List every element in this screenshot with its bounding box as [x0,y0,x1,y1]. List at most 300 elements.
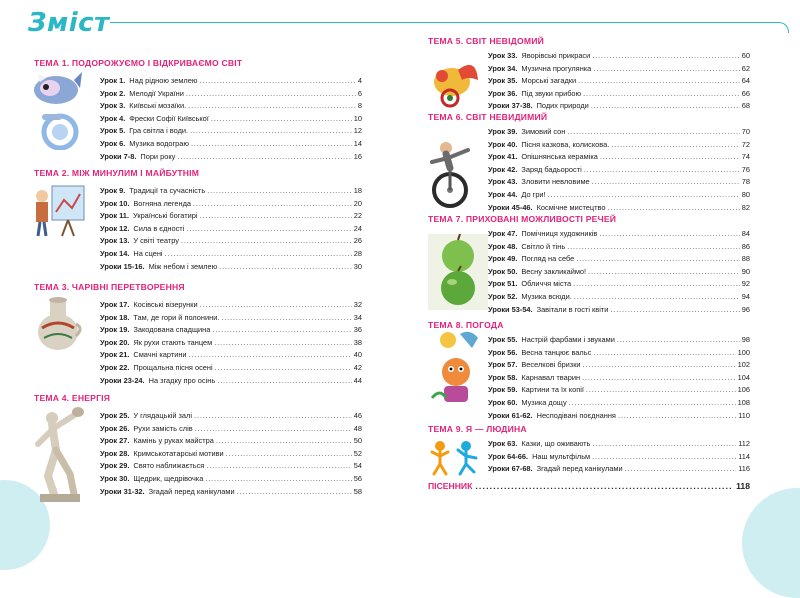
lesson-page-number: 26 [353,236,362,246]
lesson-title: Зловити невловиме [521,177,590,187]
lesson-page-number: 90 [741,266,750,276]
leader-dots [578,75,740,88]
lesson-number: Урок 28. [100,448,130,458]
lesson-row[interactable] [100,486,362,499]
lesson-number: Урок 64-66. [488,451,529,461]
lesson-page-number: 72 [741,139,750,149]
leader-dots [195,423,352,436]
lesson-page-number: 38 [353,337,362,347]
lesson-row[interactable] [100,210,362,223]
lesson-row[interactable] [100,88,362,101]
leader-dots [617,334,740,347]
lesson-title: Пори року [140,151,176,161]
lesson-number: Урок 42. [488,164,518,174]
lesson-number: Урок 48. [488,241,518,251]
lesson-number: Урок 50. [488,266,518,276]
lesson-page-number: 68 [741,101,750,111]
lesson-number: Урок 1. [100,76,126,85]
leader-dots [181,235,352,248]
leader-dots [221,312,351,325]
leader-dots [583,359,736,372]
lesson-page-number: 58 [353,486,362,496]
leader-dots [592,176,740,189]
lesson-number: Урок 59. [488,385,518,395]
lesson-title: Опішнянська кераміка [521,152,598,162]
lesson-title: Кримськотатарські мотиви [133,448,224,458]
lesson-page-number: 6 [357,88,362,98]
lesson-title: Прощальна пісня осені [133,362,213,372]
lesson-number: Урок 27. [100,436,130,446]
lesson-row[interactable] [488,372,750,385]
lesson-number: Урок 39. [488,127,518,136]
theme-title: ТЕМА 9. Я — ЛЮДИНА [428,424,527,434]
leader-dots [625,463,737,476]
leader-dots [618,410,736,423]
lesson-row[interactable] [100,362,362,375]
theme-title: ТЕМА 1. ПОДОРОЖУЄМО І ВІДКРИВАЄМО СВІТ [34,58,243,68]
lesson-list [100,299,362,387]
lesson-row[interactable] [488,304,750,317]
lesson-row[interactable] [100,312,362,325]
lesson-row[interactable] [488,384,750,397]
lesson-number: Уроки 23-24. [100,375,145,385]
leader-dots [186,88,356,101]
lesson-row[interactable] [100,138,362,151]
lesson-number: Урок 14. [100,248,130,258]
lesson-row[interactable] [488,50,750,63]
lesson-title: До гри! [521,189,546,199]
lesson-page-number: 108 [737,397,750,407]
lesson-title: Погляд на себе [521,254,575,264]
lesson-number: Урок 63. [488,439,518,448]
lesson-row[interactable] [100,185,362,198]
lesson-row[interactable] [488,228,750,241]
lesson-title: Подих природи [536,101,589,111]
theme-3 [34,282,362,387]
lesson-row[interactable] [100,324,362,337]
theme-9 [428,424,750,476]
lesson-row[interactable] [488,438,750,451]
lesson-row[interactable] [488,291,750,304]
lesson-page-number: 46 [353,411,362,420]
lesson-row[interactable] [488,463,750,476]
lesson-page-number: 30 [353,261,362,271]
lesson-title: Щедрик, щедрівочка [133,473,204,483]
lesson-number: Урок 52. [488,291,518,301]
lesson-number: Урок 26. [100,423,130,433]
lesson-row[interactable] [100,223,362,236]
theme-title: ТЕМА 3. ЧАРІВНІ ПЕРЕТВОРЕННЯ [34,282,185,292]
leader-dots [237,486,352,499]
leader-dots [586,384,736,397]
lesson-title: Як рухи стають танцем [133,337,213,347]
leader-dots [214,337,352,350]
leader-dots [193,198,352,211]
lesson-number: Урок 10. [100,198,130,208]
leader-dots [216,435,352,448]
lesson-page-number: 66 [741,88,750,98]
lesson-list [488,334,750,422]
lesson-title: У глядацькій залі [133,411,192,420]
lesson-title: Музика дощу [521,397,567,407]
lesson-number: Уроки 7-8. [100,151,137,161]
lesson-title: Казки, що оживають [521,439,591,448]
leader-dots [200,210,352,223]
lesson-number: Урок 56. [488,347,518,357]
lesson-title: Наш мультфільм [532,451,591,461]
lesson-number: Урок 4. [100,113,126,123]
lesson-title: Світло й тінь [521,241,566,251]
leader-dots [475,481,733,491]
lesson-page-number: 28 [353,248,362,258]
lesson-title: Космічне мистецтво [536,202,606,212]
page-title: Зміст [28,8,110,38]
lesson-number: Уроки 67-68. [488,464,533,474]
lesson-row[interactable] [100,448,362,461]
lesson-title: Обличчя міста [521,279,572,289]
lesson-row[interactable] [100,75,362,88]
theme-title: ТЕМА 7. ПРИХОВАНІ МОЖЛИВОСТІ РЕЧЕЙ [428,214,617,224]
lesson-page-number: 42 [353,362,362,372]
lesson-row[interactable] [100,435,362,448]
lesson-row[interactable] [100,349,362,362]
lesson-title: Веселкові бризки [521,360,581,370]
lesson-title: Смачні картини [133,350,187,360]
lesson-page-number: 104 [737,372,750,382]
lesson-title: Зимовий сон [521,127,566,136]
lesson-page-number: 60 [741,51,750,60]
corner-decoration-bottom-right [742,488,800,598]
lesson-page-number: 70 [741,127,750,136]
lesson-page-number: 116 [738,464,750,474]
lesson-title: Рухи замість слів [133,423,193,433]
lesson-row[interactable] [100,460,362,473]
lesson-page-number: 56 [353,473,362,483]
lesson-page-number: 106 [737,385,750,395]
lesson-number: Урок 17. [100,300,130,309]
songbook-label: ПІСЕННИК [428,481,473,491]
lesson-title: Камінь у руках майстра [133,436,214,446]
lesson-number: Урок 5. [100,126,126,136]
lesson-number: Урок 12. [100,223,130,233]
lesson-number: Урок 2. [100,88,126,98]
lesson-title: Там, де гори й полонини. [133,312,220,322]
lesson-page-number: 82 [741,202,750,212]
lesson-page-number: 78 [741,177,750,187]
lesson-title: Київські мозаїки. [129,101,187,111]
lesson-row[interactable] [488,126,750,139]
lesson-number: Урок 21. [100,350,130,360]
lesson-number: Урок 43. [488,177,518,187]
lesson-row[interactable] [100,113,362,126]
lesson-row[interactable] [488,278,750,291]
lesson-page-number: 10 [353,113,362,123]
lesson-title: Музична прогулянка [521,63,592,73]
leader-dots [611,139,739,152]
leader-dots [199,75,355,88]
lesson-number: Урок 20. [100,337,130,347]
lesson-page-number: 102 [737,360,750,370]
theme-title: ТЕМА 8. ПОГОДА [428,320,504,330]
lesson-title: Несподівані поєднання [536,410,616,420]
lesson-number: Уроки 45-46. [488,202,533,212]
lesson-page-number: 22 [353,211,362,221]
lesson-row[interactable] [100,198,362,211]
lesson-row[interactable] [488,266,750,279]
leader-dots [576,253,740,266]
lesson-title: Весна танцює вальс [521,347,592,357]
lesson-number: Урок 51. [488,279,518,289]
lesson-page-number: 16 [353,151,362,161]
theme-2 [34,168,362,273]
lesson-page-number: 4 [357,76,362,85]
lesson-page-number: 100 [737,347,750,357]
lesson-number: Урок 55. [488,335,518,344]
lesson-number: Урок 13. [100,236,130,246]
lesson-number: Урок 58. [488,372,518,382]
lesson-number: Урок 9. [100,186,126,195]
lesson-number: Урок 33. [488,51,518,60]
leader-dots [189,349,352,362]
lesson-row[interactable] [100,410,362,423]
lesson-page-number: 84 [741,229,750,238]
leader-dots [574,291,740,304]
lesson-list [100,410,362,498]
lesson-number: Урок 47. [488,229,518,238]
lesson-number: Уроки 61-62. [488,410,533,420]
lesson-page-number: 114 [738,451,750,461]
leader-dots [610,304,739,317]
lesson-number: Уроки 53-54. [488,304,533,314]
lesson-page-number: 98 [741,335,750,344]
lesson-page-number: 12 [353,126,362,136]
lesson-number: Урок 29. [100,461,130,471]
lesson-number: Урок 18. [100,312,130,322]
theme-7 [428,214,750,316]
title-divider-corner [778,22,789,33]
lesson-page-number: 52 [353,448,362,458]
lesson-page-number: 64 [741,76,750,86]
lesson-title: Згадай перед канікулами [536,464,623,474]
lesson-number: Урок 11. [100,211,129,221]
songbook-page: 118 [736,481,750,491]
leader-dots [211,113,352,126]
lesson-title: Настрій фарбами і звуками [521,335,615,344]
lesson-list [488,50,750,113]
lesson-row[interactable] [100,375,362,388]
lesson-title: Традиції та сучасність [129,186,206,195]
theme-8 [428,320,750,422]
leader-dots [217,375,352,388]
lesson-row[interactable] [100,261,362,274]
lesson-title: Під звуки прибою [521,88,582,98]
lesson-row[interactable] [100,248,362,261]
lesson-page-number: 110 [738,410,750,420]
lesson-page-number: 54 [353,461,362,471]
leader-dots [600,151,740,164]
leader-dots [219,261,352,274]
leader-dots [582,372,736,385]
lesson-number: Урок 34. [488,63,518,73]
leader-dots [191,138,352,151]
title-divider [110,22,778,23]
leader-dots [592,451,736,464]
lesson-row[interactable] [488,202,750,215]
lesson-row[interactable] [488,347,750,360]
lesson-number: Уроки 15-16. [100,261,145,271]
lesson-title: Помічниця художників [521,229,598,238]
lesson-title: Над рідною землею [129,76,198,85]
lesson-row[interactable] [488,164,750,177]
lesson-title: Пісня казкова, колискова. [521,139,610,149]
lesson-page-number: 50 [353,436,362,446]
lesson-page-number: 74 [741,152,750,162]
theme-5 [428,36,750,113]
lesson-row[interactable] [100,100,362,113]
lesson-number: Урок 6. [100,138,126,148]
leader-dots [215,362,352,375]
songbook-entry[interactable] [428,481,750,491]
lesson-page-number: 94 [741,291,750,301]
lesson-row[interactable] [488,451,750,464]
lesson-title: На сцені [133,248,163,258]
leader-dots [194,410,352,423]
lesson-title: Фрески Софії Київської [129,113,209,123]
lesson-title: Морські загадки [521,76,577,86]
lesson-title: Українські богатирі [132,211,198,221]
theme-title: ТЕМА 5. СВІТ НЕВІДОМИЙ [428,36,544,46]
lesson-page-number: 80 [741,189,750,199]
leader-dots [593,63,739,76]
leader-dots [205,473,351,486]
lesson-row[interactable] [488,241,750,254]
lesson-number: Уроки 37-38. [488,101,533,111]
leader-dots [186,223,351,236]
lesson-title: Косівські візерунки [133,300,198,309]
lesson-page-number: 24 [353,223,362,233]
lesson-page-number: 8 [357,101,362,111]
lesson-row[interactable] [100,299,362,312]
leader-dots [593,347,735,360]
theme-title: ТЕМА 6. СВІТ НЕВИДИМИЙ [428,112,548,122]
lesson-page-number: 96 [741,304,750,314]
lesson-title: Гра світла і води. [129,126,189,136]
lesson-row[interactable] [488,410,750,423]
lesson-number: Урок 30. [100,473,130,483]
lesson-number: Урок 49. [488,254,518,264]
lesson-title: Карнавал тварин [521,372,581,382]
lesson-number: Урок 19. [100,325,130,335]
leader-dots [190,125,352,138]
leader-dots [592,438,736,451]
lesson-row[interactable] [488,63,750,76]
lesson-list [488,438,750,476]
leader-dots [569,397,736,410]
lesson-number: Урок 36. [488,88,518,98]
lesson-row[interactable] [488,334,750,347]
lesson-number: Урок 3. [100,101,126,111]
lesson-number: Урок 40. [488,139,518,149]
leader-dots [573,278,740,291]
theme-title: ТЕМА 4. ЕНЕРГІЯ [34,393,111,403]
lesson-row[interactable] [100,125,362,138]
leader-dots [592,50,740,63]
lesson-list [100,75,362,163]
lesson-page-number: 48 [353,423,362,433]
lesson-title: Музика водограю [129,138,189,148]
leader-dots [165,248,352,261]
lesson-row[interactable] [100,473,362,486]
lesson-row[interactable] [488,75,750,88]
lesson-row[interactable] [488,151,750,164]
lesson-number: Урок 25. [100,411,130,420]
lesson-page-number: 86 [741,241,750,251]
theme-4 [34,393,362,498]
lesson-page-number: 88 [741,254,750,264]
lesson-number: Урок 41. [488,152,518,162]
lesson-page-number: 76 [741,164,750,174]
lesson-row[interactable] [488,139,750,152]
lesson-row[interactable] [488,253,750,266]
lesson-title: На згадку про осінь [148,375,216,385]
theme-6 [428,112,750,214]
leader-dots [188,100,356,113]
lesson-number: Урок 22. [100,362,130,372]
lesson-number: Урок 57. [488,360,518,370]
lesson-row[interactable] [100,337,362,350]
lesson-page-number: 40 [353,350,362,360]
lesson-list [488,126,750,214]
leader-dots [206,460,351,473]
leader-dots [607,202,739,215]
lesson-title: У світі театру [133,236,179,246]
lesson-row[interactable] [100,423,362,436]
leader-dots [200,299,352,312]
lesson-title: Завітали в гості квіти [536,304,609,314]
leader-dots [588,266,740,279]
lesson-row[interactable] [488,176,750,189]
lesson-title: Свято наближається [133,461,205,471]
lesson-title: Мелодії України [129,88,184,98]
leader-dots [567,241,740,254]
leader-dots [583,88,740,101]
lesson-row[interactable] [100,151,362,164]
lesson-number: Урок 60. [488,397,518,407]
lesson-row[interactable] [100,235,362,248]
leader-dots [584,164,740,177]
lesson-title: Яворівські прикраси [521,51,591,60]
lesson-row[interactable] [488,189,750,202]
lesson-number: Урок 35. [488,76,518,86]
lesson-page-number: 112 [738,439,750,448]
lesson-page-number: 18 [353,186,362,195]
lesson-row[interactable] [488,397,750,410]
theme-1 [34,58,362,163]
lesson-page-number: 44 [353,375,362,385]
lesson-row[interactable] [488,359,750,372]
lesson-row[interactable] [488,88,750,101]
theme-title: ТЕМА 2. МІЖ МИНУЛИМ І МАЙБУТНІМ [34,168,200,178]
lesson-page-number: 36 [353,325,362,335]
lesson-page-number: 14 [353,138,362,148]
lesson-page-number: 34 [353,312,362,322]
lesson-number: Уроки 31-32. [100,486,145,496]
lesson-title: Заряд бадьорості [521,164,582,174]
leader-dots [226,448,352,461]
lesson-number: Урок 44. [488,189,518,199]
leader-dots [599,228,739,241]
lesson-page-number: 20 [353,198,362,208]
